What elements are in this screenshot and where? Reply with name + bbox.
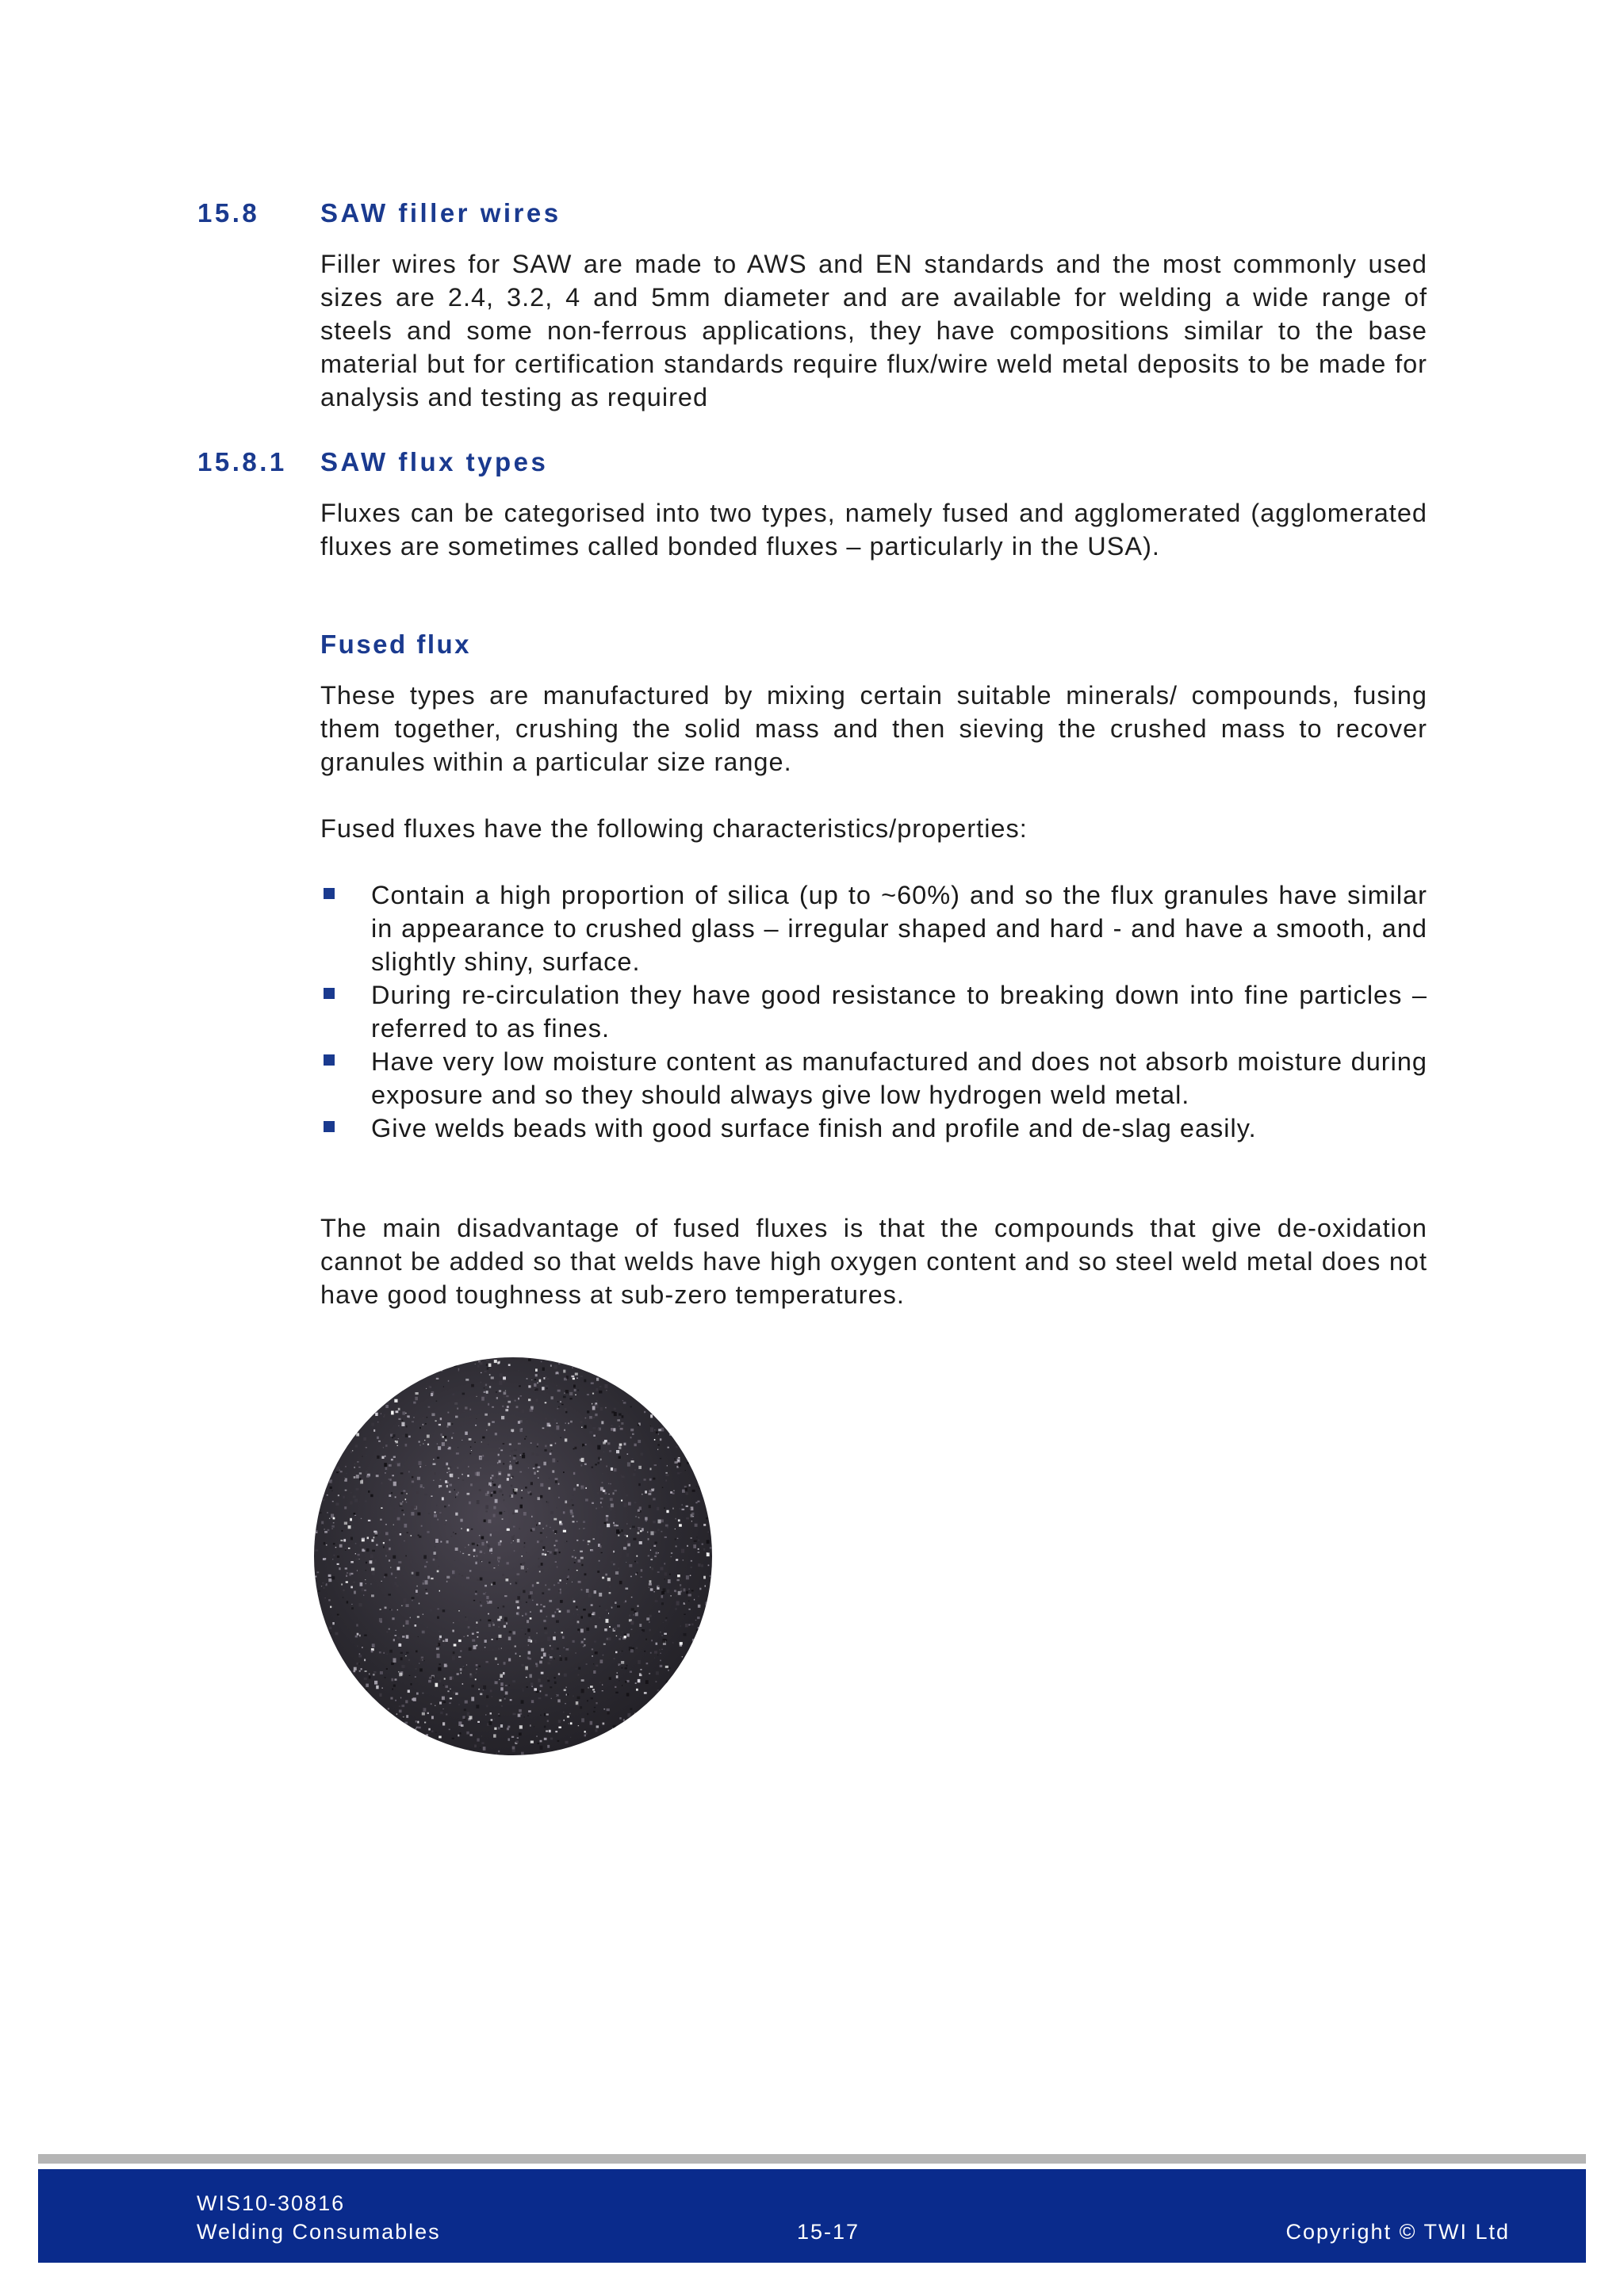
section-title: SAW filler wires xyxy=(320,198,561,228)
square-bullet-icon xyxy=(324,988,335,999)
fused-flux-paragraph-2: Fused fluxes have the following characteristics/properties: xyxy=(320,814,1028,843)
footer-doc-id: WIS10-30816 xyxy=(197,2191,346,2215)
list-item xyxy=(320,1045,1427,1112)
fused-flux-heading: Fused flux xyxy=(320,629,472,659)
fused-flux-paragraph-3: The main disadvantage of fused fluxes is that the compounds that give de-oxidation cannot be added so that welds have high oxygen content and so steel weld metal does not have good toughness at sub-zero temperatures. xyxy=(320,1214,1427,1309)
subsection-heading xyxy=(197,447,548,477)
square-bullet-icon xyxy=(324,1121,335,1132)
fused-flux-paragraph-1: These types are manufactured by mixing certain suitable minerals/ compounds, fusing them together, crushing the solid mass and then sieving the crushed mass to recover granules within a particular size range. xyxy=(320,681,1427,776)
list-item-text: During re-circulation they have good resistance to breaking down into fine particles – referred to as fines. xyxy=(371,981,1427,1043)
granule-texture xyxy=(314,1357,712,1755)
footer-copyright: Copyright © TWI Ltd xyxy=(1285,2220,1510,2244)
subsection-paragraph: Fluxes can be categorised into two types, namely fused and agglomerated (agglomerated fluxes are sometimes called bonded fluxes – particularly in the USA). xyxy=(320,499,1427,561)
list-item xyxy=(320,878,1427,978)
footer-divider xyxy=(38,2154,1586,2164)
subsection-number: 15.8.1 xyxy=(197,447,287,476)
fused-flux-granules-image xyxy=(314,1357,712,1755)
footer-doc-title: Welding Consumables xyxy=(197,2220,441,2244)
list-item xyxy=(320,1112,1427,1145)
list-item xyxy=(320,978,1427,1045)
list-item-text: Have very low moisture content as manufactured and does not absorb moisture during exposure and so they should always give low hydrogen weld metal. xyxy=(371,1047,1427,1109)
section-paragraph: Filler wires for SAW are made to AWS and EN standards and the most commonly used sizes are 2.4, 3.2, 4 and 5mm diameter and are available for welding a wide range of steels and some non-ferrous applications, they have compositions similar to the base material but for certification standards require flux/wire weld metal deposits to be made for analysis and testing as required xyxy=(320,250,1427,411)
footer-page-number: 15-17 xyxy=(797,2220,860,2244)
section-heading xyxy=(197,198,561,228)
list-item-text: Contain a high proportion of silica (up to ~60%) and so the flux granules have similar in appearance to crushed glass – irregular shaped and hard - and have a smooth, and slightly shiny, surface. xyxy=(371,881,1427,976)
section-number: 15.8 xyxy=(197,198,260,228)
subsection-title: SAW flux types xyxy=(320,447,549,476)
page-footer xyxy=(38,2169,1586,2263)
list-item-text: Give welds beads with good surface finish and profile and de-slag easily. xyxy=(371,1114,1257,1142)
square-bullet-icon xyxy=(324,888,335,899)
properties-list xyxy=(320,878,1427,1145)
square-bullet-icon xyxy=(324,1054,335,1066)
